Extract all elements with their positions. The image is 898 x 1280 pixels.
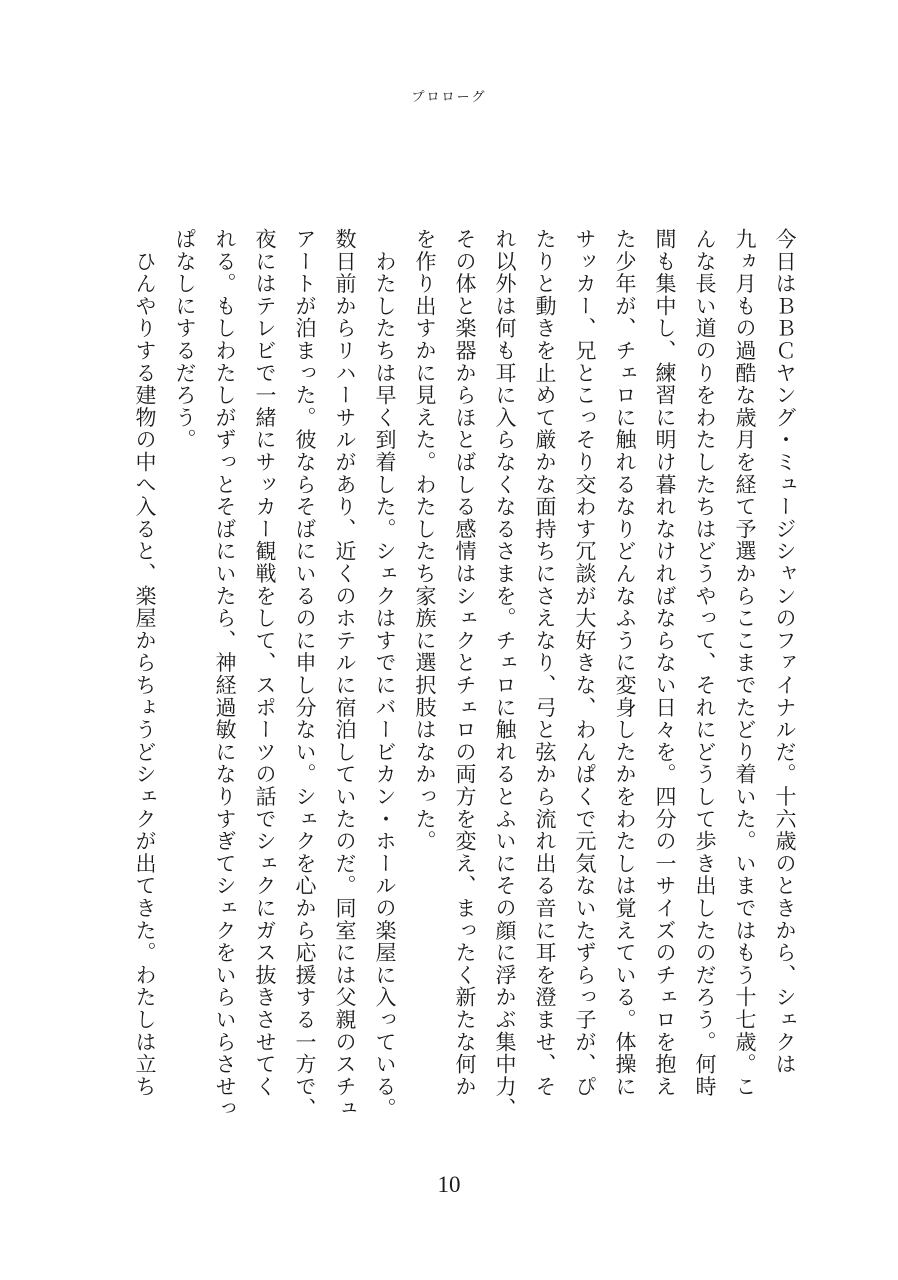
text-line: れる。もしわたしがずっとそばにいたら、神経過敏になりすぎてシェクをいらいらさせっ: [213, 228, 237, 1120]
text-line: 九ヵ月もの過酷な歳月を経て予選からここまでたどり着いた。いまではもう十七歳。こ: [733, 228, 757, 1098]
text-line: 数日前からリハーサルがあり、近くのホテルに宿泊していたのだ。同室には父親のスチュ: [333, 228, 357, 1120]
page-number: 10: [437, 1172, 461, 1197]
running-header-chapter-title: プロローグ: [411, 90, 487, 105]
vertical-body-text: [125, 228, 805, 1128]
text-line: サッカー、兄とこっそり交わす冗談が大好きな、わんぱくで元気ないたずらっ子が、ぴ: [573, 228, 597, 1098]
text-line: 間も集中し、練習に明け暮れなければならない日々を。四分の一サイズのチェロを抱え: [653, 228, 677, 1098]
text-line: ぱなしにするだろう。: [173, 228, 197, 451]
text-line: ひんやりする建物の中へ入ると、楽屋からちょうどシェクが出てきた。わたしは立ち: [133, 228, 157, 1098]
text-line: たりと動きを止めて厳かな面持ちにさえなり、弓と弦から流れ出る音に耳を澄ませ、そ: [533, 228, 557, 1098]
text-line: アートが泊まった。彼ならそばにいるのに申し分ない。シェクを心から応援する一方で、: [293, 228, 317, 1120]
text-line: れ以外は何も耳に入らなくなるさまを。チェロに触れるとふいにその顔に浮かぶ集中力、: [493, 228, 517, 1120]
text-line: んな長い道のりをわたしたちはどうやって、それにどうして歩き出したのだろう。何時: [693, 228, 717, 1098]
text-line: その体と楽器からほとばしる感情はシェクとチェロの両方を変え、まったく新たな何か: [453, 228, 477, 1098]
text-line: た少年が、チェロに触れるなりどんなふうに変身したかをわたしは覚えている。体操に: [613, 228, 637, 1098]
text-line: を作り出すかに見えた。わたしたち家族に選択肢はなかった。: [413, 228, 437, 853]
text-line: わたしたちは早く到着した。シェクはすでにバービカン・ホールの楽屋に入っている。: [373, 228, 397, 1120]
text-line: 今日はＢＢＣヤング・ミュージシャンのファイナルだ。十六歳のときから、シェクは: [773, 228, 797, 1076]
text-line: 夜にはテレビで一緒にサッカー観戦をして、スポーツの話でシェクにガス抜きさせてく: [253, 228, 277, 1098]
